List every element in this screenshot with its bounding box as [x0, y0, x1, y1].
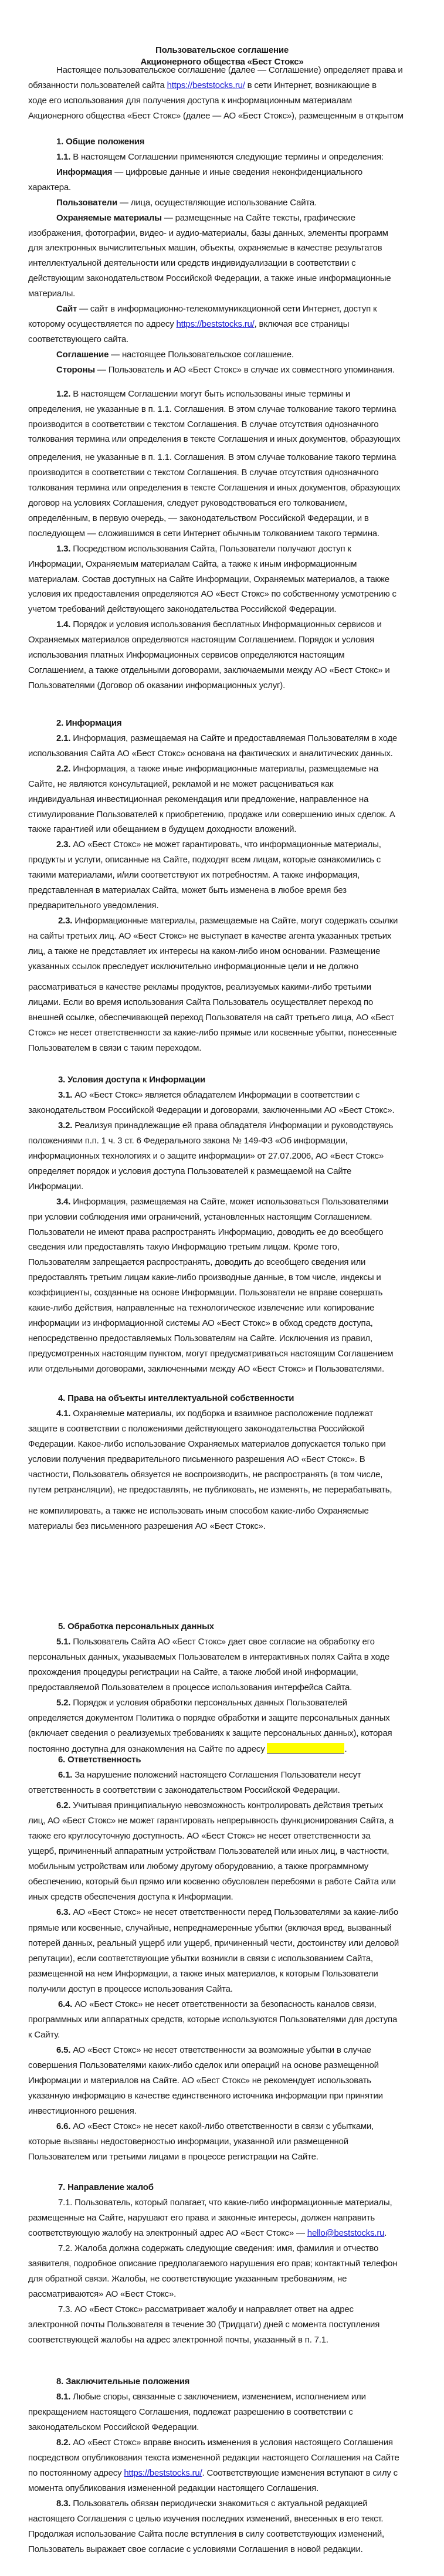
clause-number: 2.2. — [56, 764, 71, 774]
text-line: размещенные на Сайте, нарушают его права и законные интересы, должен направить — [28, 2213, 375, 2223]
text-line: при условии соблюдения ими ограничений, установленных настоящим Соглашением. — [28, 1212, 372, 1222]
clause-number: 8.3. — [56, 2499, 71, 2509]
text-line: предусмотренных настоящим пунктом, могут предусматриваться настоящим Соглашением — [28, 1349, 394, 1359]
text-line: материалы без письменного разрешения АО «Бест Стокс». — [28, 1521, 266, 1531]
text-line: представленная в материалах Сайта, может быть изменена в любое время без — [28, 885, 347, 895]
text-line: обязанности пользователей сайта https://beststocks.ru/ в сети Интернет, возникающие в — [28, 80, 377, 90]
text-line: коэффициенты, созданные на основе Информации. Пользователи не вправе совершать — [28, 1288, 383, 1298]
text-line: Сайт — сайт в информационно-телекоммуникационной сети Интернет, доступ к — [56, 304, 377, 314]
clause-number: 1.4. — [56, 620, 71, 629]
text-line: частности, Пользователь обязуется не воспроизводить, не распространять (в том числе, — [28, 1470, 383, 1480]
clause-number: 4.1. — [56, 1409, 71, 1419]
clause-number: Соглашение — [56, 350, 109, 360]
text-line: прекращением настоящего Соглашения, подлежат разрешению в соответствии с — [28, 2407, 353, 2417]
text-line: материалам. Состав доступных на Сайте Информации, Охраняемых материалов, а также — [28, 574, 389, 584]
text-line: электронной почты Пользователя в течение 30 (Тридцати) дней с момента поступления — [28, 2320, 380, 2330]
text-line: такими материалами, и/или соответствуют их потребностям. А также информация, — [28, 870, 360, 880]
text-line: (включает сведения о реализуемых требованиях к защите персональных данных), которая — [28, 1728, 392, 1738]
text-line: защите в соответствии с положениями действующего законодательства Российской — [28, 1424, 365, 1434]
section-heading — [56, 2376, 189, 2388]
text-line: информационных технологиях и о защите информации» от 27.07.2006, АО «Бест Стокс» — [28, 1151, 384, 1161]
text-line: 7.3. АО «Бест Стокс» рассматривает жалобу и направляет ответ на адрес — [58, 2304, 354, 2314]
text-line: прохождения процедуры регистрации на Сайте, а также любой иной информации, — [28, 1667, 358, 1677]
text-line: лиц, АО «Бест Стокс» не может гарантировать непрерывность функционирования Сайта, а — [28, 1816, 394, 1826]
text-line: 8.1. Любые споры, связанные с заключением, изменением, исполнением или — [56, 2392, 366, 2402]
section-heading — [56, 717, 121, 729]
clause-number: 2.3. — [58, 916, 73, 926]
text-line: соответствующей жалобы на адрес электронной почты, указанный в п. 7.1. — [28, 2335, 328, 2345]
text-line: Стокс» не несет ответственности за какие-либо прямые или косвенные убытки, понесенные — [28, 1028, 397, 1038]
text-line: 1.1. В настоящем Соглашении применяются следующие термины и определения: — [56, 152, 384, 162]
clause-number: 8. Заключительные положения — [56, 2377, 190, 2387]
text-line: 1.4. Порядок и условия использования бесплатных Информационных сервисов и — [56, 620, 382, 629]
text-line: Информации, Охраняемым материалам Сайта, а также к иным информационным — [28, 559, 357, 569]
text-line: определённым, в первую очередь, — законодательством Российской Федерации, и в — [28, 513, 369, 523]
text-line: не компилировать, а также не использовать иным способом какие-либо Охраняемые — [28, 1506, 369, 1516]
text-line: посредством опубликования текста измененной редакции настоящего Соглашения на Сайте — [28, 2453, 399, 2463]
text-line: определяет порядок и условия доступа Пользователей к размещаемой на Сайте — [28, 1166, 352, 1176]
text-line: определения, не указанные в п. 1.1. Соглашения. В этом случае толкование такого термина — [28, 404, 396, 414]
clause-number: Стороны — [56, 365, 95, 375]
text-line: прямые или косвенные, случайные, непреднамеренные убытки (включая вред, вызванный — [28, 1923, 392, 1933]
text-line: толкования термина или определения в тексте Соглашения и иных документов, образующих — [28, 434, 401, 444]
text-line: лицами. Если во время использования Сайта Пользователь осуществляет переход по — [28, 997, 374, 1007]
clause-number: Информация — [56, 167, 113, 177]
text-line: инвестиционного решения. — [28, 2106, 137, 2116]
text-line: лиц, а также не представляет их интересы на каком-либо ином основании. Размещение — [28, 946, 381, 956]
text-line: Охраняемых материалов определяются настоящим Соглашением. Порядок и условия — [28, 635, 375, 645]
text-line: условии получения предварительного письменного разрешения АО «Бест Стокс». В — [28, 1454, 365, 1464]
text-line: 2.2. Информация, а также иные информационные материалы, размещаемые на — [56, 764, 379, 774]
clause-number: 6.2. — [56, 1800, 71, 1810]
text-line: постоянно доступна для ознакомления на Сайте по адресу . — [28, 1744, 347, 1754]
highlighted-blank-field — [267, 1743, 344, 1754]
text-line: рассматриваться в качестве рекламы продуктов, реализуемых какими-либо третьими — [28, 982, 371, 992]
text-line: изображения, фотографии, видео- и аудио-материалы, базы данных, элементы программ — [28, 228, 388, 238]
clause-number: 2. Информация — [56, 718, 122, 728]
text-line: 3.4. Информация, размещаемая на Сайте, может использоваться Пользователями — [56, 1197, 389, 1207]
clause-number: 1.2. — [56, 389, 71, 399]
section-heading — [58, 2182, 154, 2194]
document-subtitle: Акционерного общества «Бест Стокс» — [140, 57, 304, 67]
text-line: предоставлять третьим лицам какие-либо производные данные, в том числе, индексы и — [28, 1272, 381, 1282]
text-line: сведения или предоставлять такую Информацию третьим лицам. Кроме того, — [28, 1242, 340, 1252]
clause-number: 2.3. — [56, 840, 71, 849]
text-line: 2.1. Информация, размещаемая на Сайте и предоставляемая Пользователям в ходе — [56, 733, 398, 743]
text-line: 6.1. За нарушение положений настоящего Соглашения Пользователи несут — [58, 1770, 361, 1780]
text-line: 6.2. Учитывая принципиальную невозможность контролировать действия третьих — [56, 1800, 384, 1810]
text-line: 7.2. Жалоба должна содержать следующие сведения: имя, фамилия и отчество — [58, 2243, 379, 2253]
text-line: индивидуальная инвестиционная рекомендация или предложение, направленное на — [28, 794, 369, 804]
text-line: настоящего Соглашения с целью изучения последних изменений, внесенных в его текст. — [28, 2514, 384, 2524]
section-heading — [58, 1621, 214, 1633]
site-link[interactable]: https://beststocks.ru/ — [124, 2468, 202, 2478]
clause-number: 3.1. — [58, 1090, 73, 1100]
text-line: соответствующего сайта. — [28, 334, 128, 344]
text-line: Пользователи не имеют права распространять Информацию, доводить ее до всеобщего — [28, 1227, 384, 1237]
clause-number: Сайт — [56, 304, 77, 314]
text-line: Федерации. Какое-либо использование Охраняемых материалов допускается только при — [28, 1439, 386, 1449]
text-line: последующем — сложившимся в сети Интернет обычным толкованием такого термина. — [28, 529, 379, 539]
text-line: использования платных Информационных сервисов определяются настоящим — [28, 650, 345, 660]
clause-number: 5.1. — [56, 1637, 71, 1647]
text-line: рассматриваются» АО «Бест Стокс». — [28, 2289, 177, 2299]
text-line: заявителя, подробное описание предполагаемого нарушения его прав; контактный телефон — [28, 2259, 398, 2269]
text-line: условия их предоставления определяются АО «Бест Стокс» по собственному усмотрению с — [28, 589, 396, 599]
text-line: путем ретрансляции), не предоставлять, не публиковать, не изменять, не перерабатывать, — [28, 1485, 392, 1495]
text-line: для электронных вычислительных машин, объекты, охраняемые в качестве результатов — [28, 243, 382, 253]
text-line: Пользователи — лица, осуществляющие использование Сайта. — [56, 198, 317, 208]
text-line: Информация — цифровые данные и иные сведения неконфиденциального — [56, 167, 363, 177]
clause-number: 6. Ответственность — [58, 1755, 141, 1765]
text-line: которому осуществляется по адресу https://beststocks.ru/, включая все страницы — [28, 319, 350, 329]
clause-number: 8.2. — [56, 2438, 71, 2448]
text-line: персональных данных, указываемых Пользователем в интерактивных полях Сайта в ходе — [28, 1652, 390, 1662]
site-link[interactable]: https://beststocks.ru/ — [176, 319, 255, 329]
text-line: момента опубликования измененной редакции настоящего Соглашения. — [28, 2483, 319, 2493]
text-line: учетом требований действующего законодательства Российской Федерации. — [28, 604, 337, 614]
text-line: Настоящее пользовательское соглашение (далее — Соглашение) определяет права и — [56, 65, 403, 75]
clause-number: 2.1. — [56, 733, 71, 743]
clause-number: 3.4. — [56, 1197, 71, 1207]
clause-number: 6.4. — [58, 1999, 73, 2009]
text-line: 8.2. АО «Бест Стокс» вправе вносить изменения в условия настоящего Соглашения — [56, 2438, 393, 2448]
email-link[interactable]: hello@beststocks.ru — [307, 2228, 385, 2238]
text-line: производится в соответствии с текстом Соглашения. В случае отсутствия однозначного — [28, 468, 379, 478]
text-line: также его круглосуточную доступность. АО «Бест Стокс» не несет ответственности за — [28, 1831, 371, 1841]
text-line: Продолжая использование Сайта после вступления в силу соответствующих изменений, — [28, 2529, 385, 2539]
text-line: указанных ссылок преследует исключительно информационные цели и не должно — [28, 962, 358, 971]
section-heading — [58, 1074, 205, 1086]
text-line: обеспечению, который был прямо или косвенно обусловлен перебоями в работе Сайта или — [28, 1877, 396, 1887]
clause-number: 3.2. — [58, 1121, 73, 1130]
text-line: законодательском Российской Федерации. — [28, 2422, 199, 2432]
text-line: на сайты третьих лиц. АО «Бест Стокс» не выступает в качестве агента указанных третьих — [28, 931, 392, 941]
text-line: какие-либо действия, направленные на технологическое извлечение или копирование — [28, 1303, 375, 1313]
text-line: интеллектуальной деятельности или средств индивидуализации в соответствии с — [28, 258, 356, 268]
text-line: Акционерного общества «Бест Стокс» (далее — АО «Бест Стокс»), размещенным в открытом — [28, 111, 404, 121]
text-line: мобильным устройствам или любому другому оборудованию, а также программному — [28, 1861, 369, 1871]
text-line: соответствующую жалобу на электронный адрес АО «Бест Стокс» — hello@beststocks.ru. — [28, 2228, 387, 2238]
text-line: которые вызваны недостоверностью информации, указанной или размещенной — [28, 2137, 348, 2147]
clause-number: 5. Обработка персональных данных — [58, 1622, 214, 1631]
clause-number: 6.6. — [56, 2121, 71, 2131]
clause-number: 7. Направление жалоб — [58, 2182, 154, 2192]
text-line: также гарантией или обещанием в будущем доходности вложений. — [28, 824, 297, 834]
text-line: Сайте, не являются консультацией, рекламой и не может расцениваться как — [28, 779, 334, 789]
text-line: Информации и материалов на Сайте. АО «Бест Стокс» не рекомендует использовать — [28, 2076, 371, 2086]
text-line: 7.1. Пользователь, который полагает, что какие-либо информационные материалы, — [58, 2198, 392, 2208]
text-line: внешней ссылке, обеспечивающей переход Пользователя на сайт третьего лица, АО «Бест — [28, 1013, 394, 1023]
text-line: Охраняемые материалы — размещенные на Сайте тексты, графические — [56, 213, 355, 223]
text-line: 5.2. Порядок и условия обработки персональных данных Пользователей — [56, 1698, 347, 1708]
text-line: 1.2. В настоящем Соглашении могут быть использованы иные термины и — [56, 389, 350, 399]
text-line: Пользователем в связи с таким переходом. — [28, 1043, 202, 1053]
text-line: ходе его использования для получения доступа к информационным материалам — [28, 96, 353, 106]
text-line: 6.4. АО «Бест Стокс» не несет ответственности за безопасность каналов связи, — [58, 1999, 377, 2009]
text-line: 4.1. Охраняемые материалы, их подборка и взаимное расположение подлежат — [56, 1409, 374, 1419]
text-line: 2.3. Информационные материалы, размещаемые на Сайте, могут содержать ссылки — [58, 916, 398, 926]
text-line: действующим законодательством Российской Федерации, а также иные информационные — [28, 273, 391, 283]
document-title: Пользовательское соглашение — [155, 45, 289, 55]
text-line: к Сайту. — [28, 2030, 60, 2040]
clause-number: 8.1. — [56, 2392, 71, 2402]
text-line: 8.3. Пользователь обязан периодически знакомиться с актуальной редакцией — [56, 2499, 368, 2509]
text-line: информации из информационной системы АО «Бест Стокс» в обход средств доступа, — [28, 1318, 373, 1328]
text-line: определения, не указанные в п. 1.1. Соглашения. В этом случае толкование такого термина — [28, 452, 396, 462]
text-line: Пользователям запрещается распространять, доводить до всеобщего сведения или — [28, 1257, 366, 1267]
text-line: законодательством Российской Федерации и договорами, заключенными АО «Бест Стокс». — [28, 1105, 395, 1115]
text-line: программных или аппаратных средств, которые используются Пользователями для доступа — [28, 2015, 398, 2025]
clause-number: Охраняемые материалы — [56, 213, 162, 223]
text-line: Пользователь выражает свое согласие с условиями Соглашения в новой редакции. — [28, 2544, 363, 2554]
section-heading — [58, 1754, 141, 1766]
text-line: предварительного уведомления. — [28, 901, 159, 910]
text-line: 6.6. АО «Бест Стокс» не несет какой-либо ответственности в связи с убытками, — [56, 2121, 374, 2131]
text-line: использования Сайта АО «Бест Стокс» основана на фактических и аналитических данных. — [28, 749, 393, 759]
text-line: указанную информацию в качестве единственного источника информации при принятии — [28, 2091, 383, 2101]
clause-number: 6.5. — [56, 2045, 71, 2055]
text-line: совершения Пользователями каких-либо сделок или операций на основе размещенной — [28, 2060, 379, 2070]
text-line: ущерб, причиненный аппаратным устройствам Пользователей или иных лиц, в частности, — [28, 1846, 389, 1856]
clause-number: 5.2. — [56, 1698, 71, 1708]
text-line: Соглашением, а также отдельными договорами, заключаемыми между АО «Бест Стокс» и — [28, 665, 390, 675]
section-heading — [58, 1393, 294, 1404]
text-line: по постоянному адресу https://beststocks.ru/. Соответствующие изменения вступают в силу с — [28, 2468, 398, 2478]
text-line: для обратной связи. Жалобы, не соответствующие указанным требованиям, не — [28, 2274, 347, 2284]
text-line: стимулирование Пользователей к приобретению, продаже или совершению иных сделок. А — [28, 810, 395, 820]
clause-number: 6.1. — [58, 1770, 73, 1780]
text-line: 6.3. АО «Бест Стокс» не несет ответственности перед Пользователями за какие-либо — [56, 1907, 398, 1917]
text-line: договор на условиях Соглашения, следует руководствоваться его толкованием, — [28, 498, 347, 508]
clause-number: 4. Права на объекты интеллектуальной собственности — [58, 1393, 294, 1403]
text-line: предоставляемой Пользователем в процессе использования интерфейса Сайта. — [28, 1683, 353, 1692]
text-line: 3.2. Реализуя принадлежащие ей права обладателя Информации и руководствуясь — [58, 1121, 394, 1130]
text-line: Информации. — [28, 1182, 84, 1191]
clause-number: 1.3. — [56, 544, 71, 554]
text-line: получили доступ в процессе использования Сайта. — [28, 1984, 233, 1994]
text-line: иных средств обеспечения доступа к Информации. — [28, 1892, 233, 1902]
text-line: Стороны — Пользователь и АО «Бест Стокс» в случае их совместного упоминания. — [56, 365, 395, 375]
clause-number: 1.1. — [56, 152, 71, 162]
text-line: Пользователем или третьими лицами в процессе регистрации на Сайте. — [28, 2152, 318, 2162]
text-line: ответственность в соответствии с законодательством Российской Федерации. — [28, 1785, 340, 1795]
text-line: непосредственно предоставляемых Пользователям на Сайте. Исключения из правил, — [28, 1333, 372, 1343]
clause-number: Пользователи — [56, 198, 117, 208]
text-line: 3.1. АО «Бест Стокс» является обладателем Информации в соответствии с — [58, 1090, 360, 1100]
text-line: 6.5. АО «Бест Стокс» не несет ответственности за возможные убытки в случае — [56, 2045, 371, 2055]
clause-number: 1. Общие положения — [56, 137, 145, 147]
text-line: или отдельными договорами, заключенными между АО «Бест Стокс» и Пользователями. — [28, 1364, 384, 1374]
site-link[interactable]: https://beststocks.ru/ — [167, 80, 245, 90]
text-line: характера. — [28, 182, 71, 192]
text-line: определяется документом Политика о порядке обработки и защите персональных данных — [28, 1713, 390, 1723]
text-line: Соглашение — настоящее Пользовательское соглашение. — [56, 350, 294, 360]
clause-number: 6.3. — [56, 1907, 71, 1917]
text-line: материалы. — [28, 289, 76, 299]
text-line: репутации), если соответствующие убытки возникли в связи с использованием Сайта, — [28, 1954, 373, 1964]
text-line: потерей данных, реальный ущерб или ущерб, причиненный чести, достоинству или деловой — [28, 1938, 399, 1948]
text-line: 5.1. Пользователь Сайта АО «Бест Стокс» дает свое согласие на обработку его — [56, 1637, 375, 1647]
text-line: 1.3. Посредством использования Сайта, Пользователи получают доступ к — [56, 544, 351, 554]
text-line: размещенной на нем Информации, а также иных материалов, к которым Пользователи — [28, 1969, 378, 1979]
section-heading — [56, 136, 144, 148]
text-line: Пользователями (Договор об оказании информационных услуг). — [28, 681, 286, 690]
text-line: толкования термина или определения в тексте Соглашения и иных документов, образующих — [28, 483, 401, 493]
text-line: 2.3. АО «Бест Стокс» не может гарантировать, что информационные материалы, — [56, 840, 381, 849]
text-line: положениями п.п. 1 ч. 3 ст. 6 Федерального закона № 149-ФЗ «Об информации, — [28, 1136, 348, 1146]
clause-number: 3. Условия доступа к Информации — [58, 1075, 205, 1085]
text-line: производится в соответствии с текстом Соглашения. В случае отсутствия однозначного — [28, 419, 379, 429]
text-line: продукты и услуги, описанные на Сайте, подходят всем лицам, которые ознакомились с — [28, 855, 381, 865]
